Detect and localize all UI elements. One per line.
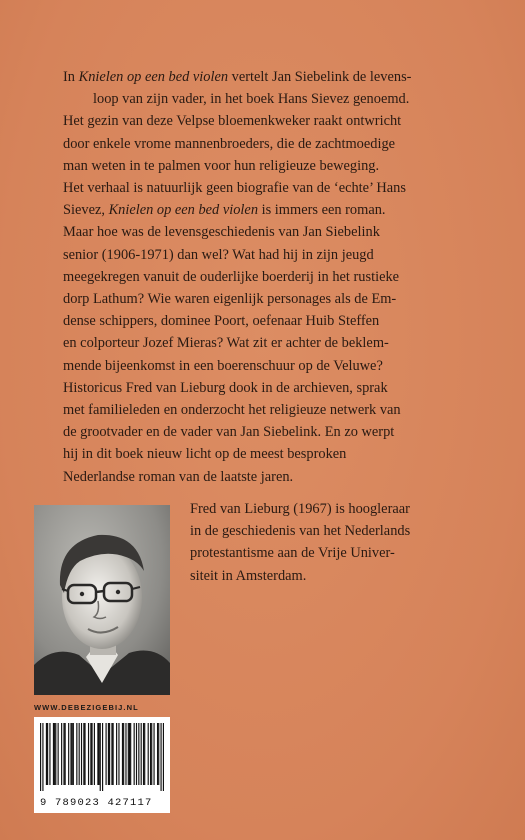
barcode-bars [40, 723, 164, 791]
barcode-bar [76, 723, 77, 785]
barcode-bar [70, 723, 71, 785]
book-description [63, 66, 483, 488]
barcode-bar [134, 723, 135, 785]
description-line [63, 377, 483, 399]
author-bio-line: in de geschiedenis van het Nederlands [190, 523, 411, 540]
barcode-bar [160, 723, 161, 791]
barcode-bar [72, 723, 73, 785]
barcode-bar [136, 723, 137, 785]
barcode-bar [138, 723, 139, 785]
description-line [63, 221, 483, 243]
barcode-bar [88, 723, 89, 785]
description-text: In [63, 69, 79, 85]
description-line [63, 133, 483, 155]
description-line [63, 355, 483, 377]
description-text: Sievez, [63, 202, 109, 219]
barcode-bar [102, 723, 103, 791]
barcode-bar [113, 723, 114, 785]
description-text: loop van zijn vader, in het boek Hans Sievez genoemd. [93, 91, 410, 108]
barcode-bar [130, 723, 131, 785]
barcode-bar [83, 723, 84, 785]
author-portrait-image [34, 505, 170, 695]
barcode-bar [118, 723, 119, 785]
barcode-bar [47, 723, 48, 785]
barcode-bar [97, 723, 98, 785]
description-line [63, 66, 483, 88]
description-line [63, 110, 483, 132]
barcode-bar [53, 723, 54, 785]
barcode-bar [81, 723, 82, 785]
description-line [63, 399, 483, 421]
barcode-bar [84, 723, 85, 785]
book-title-italic: Knielen op een bed violen [108, 202, 259, 219]
barcode-bar [122, 723, 123, 785]
isbn-number: 9 789023 427117 [40, 797, 153, 809]
description-text: en colporteur Jozef Mieras? Wat zit er achter de beklem- [63, 335, 389, 352]
barcode-bar [157, 723, 158, 785]
description-text: Nederlandse roman van de laatste jaren. [63, 468, 294, 485]
description-text: vertelt Jan Siebelink de levens- [228, 69, 412, 85]
barcode-bar [90, 723, 91, 785]
description-text: Maar hoe was de levensgeschiedenis van Jan Siebelink [63, 224, 380, 241]
barcode-bar [65, 723, 66, 785]
barcode-bar [151, 723, 152, 785]
barcode-bar [94, 723, 95, 785]
description-line [63, 332, 483, 354]
description-text: de grootvader en de vader van Jan Siebelink. En zo werpt [63, 424, 395, 441]
description-text: dense schippers, dominee Poort, oefenaar Huib Steffen [63, 313, 380, 330]
barcode-bar [54, 723, 55, 785]
description-text: hij in dit boek nieuw licht op de meest besproken [63, 446, 347, 463]
barcode-bar [141, 723, 142, 785]
description-line [63, 443, 483, 465]
barcode-bar [109, 723, 110, 785]
description-text: door enkele vrome mannenbroeders, die de zachtmoedige [63, 135, 396, 152]
description-line [63, 288, 483, 310]
description-line [63, 310, 483, 332]
barcode-bar [143, 723, 144, 785]
barcode-bar [129, 723, 130, 785]
barcode-bar [55, 723, 56, 785]
barcode-bar [61, 723, 62, 785]
barcode-bar [79, 723, 80, 785]
barcode-bar [144, 723, 145, 785]
book-title-italic: Knielen op een bed violen [78, 69, 229, 85]
isbn-barcode [34, 717, 170, 813]
description-text: senior (1906-1971) dan wel? Wat had hij in zijn jeugd [63, 246, 374, 263]
publisher-website: WWW.DEBEZIGEBIJ.NL [34, 703, 139, 712]
description-line [63, 266, 483, 288]
description-line [63, 199, 483, 221]
barcode-bar [58, 723, 59, 785]
barcode-bar [108, 723, 109, 785]
barcode-bar [63, 723, 64, 785]
author-bio-line: siteit in Amsterdam. [190, 567, 307, 584]
barcode-bar [153, 723, 154, 785]
barcode-bar [49, 723, 50, 785]
barcode-bar [116, 723, 117, 785]
author-bio [190, 498, 490, 587]
description-text: meegekregen vanuit de ouderlijke boerderij in het rustieke [63, 268, 400, 285]
description-line [63, 177, 483, 199]
author-bio-line: protestantisme aan de Vrije Univer- [190, 545, 395, 562]
author-bio-line: Fred van Lieburg (1967) is hoogleraar [190, 501, 410, 517]
barcode-bar [98, 723, 99, 785]
barcode-bar [163, 723, 164, 791]
description-text: Het gezin van deze Velpse bloemenkweker raakt ontwricht [63, 113, 402, 130]
barcode-bar [40, 723, 41, 791]
description-text: dorp Lathum? Wie waren eigenlijk personages als de Em- [63, 291, 397, 308]
author-photo [34, 505, 170, 695]
description-line [63, 155, 483, 177]
barcode-bar [111, 723, 112, 785]
description-line [63, 88, 483, 110]
description-text: Het verhaal is natuurlijk geen biografie van de ‘echte’ Hans [63, 180, 406, 197]
barcode-bar [91, 723, 92, 785]
barcode-bar [42, 723, 43, 791]
description-text: man weten in te palmen voor hun religieuze beweging. [63, 157, 380, 174]
barcode-bar [125, 723, 126, 785]
description-text: mende bijeenkomst in een boerenschuur op de Veluwe? [63, 357, 383, 374]
barcode-bar [148, 723, 149, 785]
barcode-bar [128, 723, 129, 785]
description-line [63, 466, 483, 488]
barcode-bar [46, 723, 47, 785]
barcode-bar [100, 723, 101, 791]
description-line [63, 244, 483, 266]
barcode-bar [68, 723, 69, 785]
barcode-bar [123, 723, 124, 785]
description-line [63, 421, 483, 443]
barcode-bar [158, 723, 159, 785]
description-text: Historicus Fred van Lieburg dook in de archieven, sprak [63, 379, 388, 396]
barcode-bar [106, 723, 107, 785]
description-text: is immers een roman. [258, 202, 386, 219]
barcode-bar [150, 723, 151, 785]
barcode-bar [73, 723, 74, 785]
description-text: met familieleden en onderzocht het religieuze netwerk van [63, 402, 401, 419]
